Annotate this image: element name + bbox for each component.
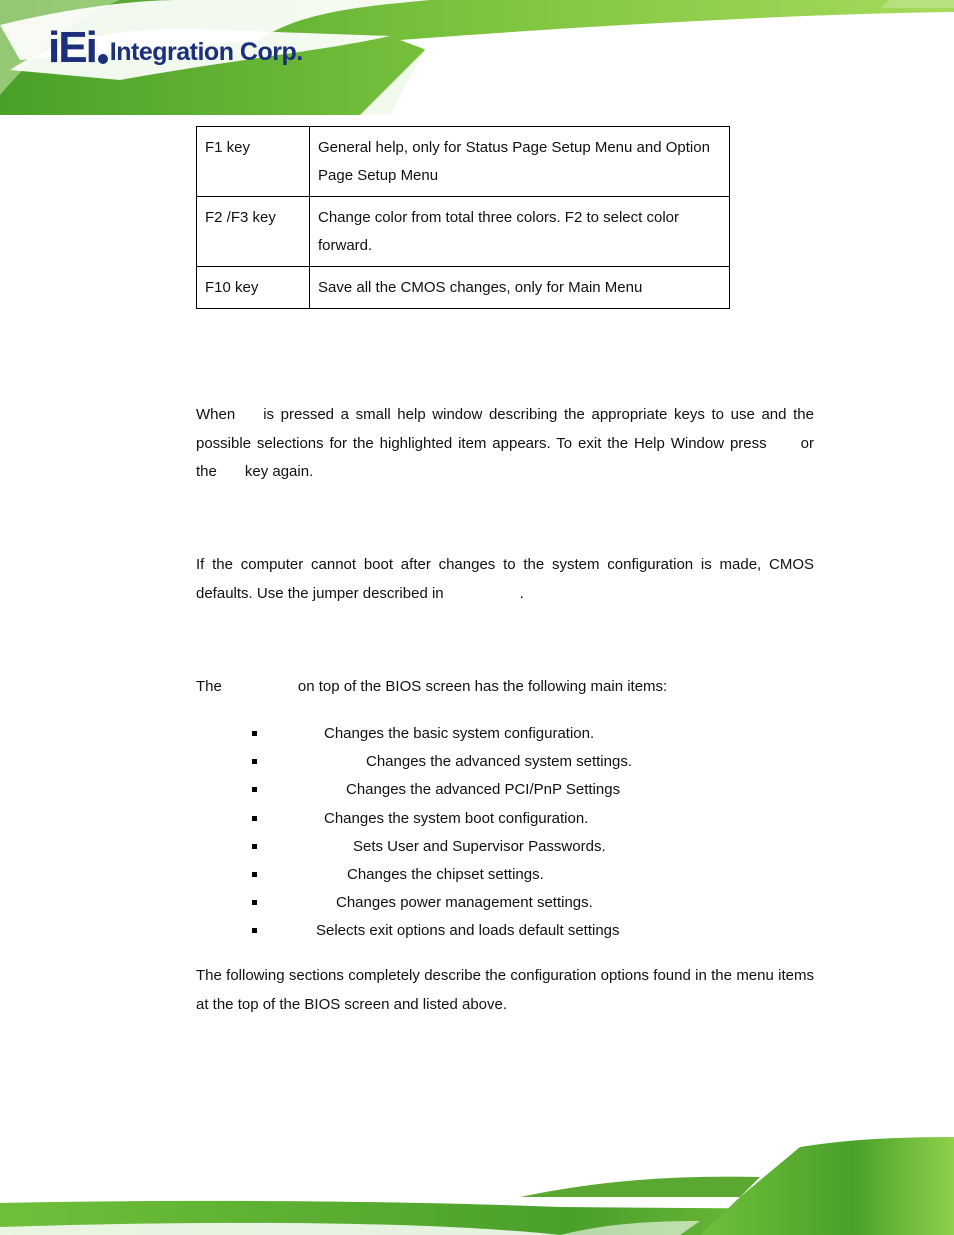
bullet-icon bbox=[252, 844, 257, 849]
logo-mark: iEi bbox=[48, 23, 96, 72]
function-cell: Change color from total three colors. F2 to select color forward. bbox=[310, 197, 730, 267]
company-logo bbox=[48, 23, 303, 72]
key-cell: F2 /F3 key bbox=[197, 197, 310, 267]
bullet-icon bbox=[252, 816, 257, 821]
menu-intro: The on top of the BIOS screen has the following main items: bbox=[196, 678, 668, 695]
function-cell: General help, only for Status Page Setup Menu and Option Page Setup Menu bbox=[310, 127, 730, 197]
bullet-icon bbox=[252, 900, 257, 905]
bullet-icon bbox=[252, 731, 257, 736]
logo-text: Integration Corp. bbox=[109, 38, 303, 66]
table-row bbox=[197, 197, 730, 267]
function-key-table bbox=[196, 126, 730, 309]
bullet-icon bbox=[252, 872, 257, 877]
table-row bbox=[197, 267, 730, 309]
table-row bbox=[197, 127, 730, 197]
footer-banner bbox=[0, 1135, 954, 1235]
function-cell: Save all the CMOS changes, only for Main Menu bbox=[310, 267, 730, 309]
key-cell: F1 key bbox=[197, 127, 310, 197]
cmos-paragraph: If the computer cannot boot after changes to the system configuration is made, CMOS defaults. Use the jumper described in . bbox=[196, 556, 814, 602]
help-paragraph: When is pressed a small help window describing the appropriate keys to use and the possible selections for the highlighted item appears. To exit the Help Window press or the key again. bbox=[196, 406, 814, 480]
closing-paragraph: The following sections completely describe the configuration options found in the menu items at the top of the BIOS screen and listed above. bbox=[196, 967, 814, 1013]
bullet-icon bbox=[252, 759, 257, 764]
key-cell: F10 key bbox=[197, 267, 310, 309]
bullet-icon bbox=[252, 787, 257, 792]
logo-dot-icon bbox=[98, 54, 108, 64]
bullet-icon bbox=[252, 928, 257, 933]
